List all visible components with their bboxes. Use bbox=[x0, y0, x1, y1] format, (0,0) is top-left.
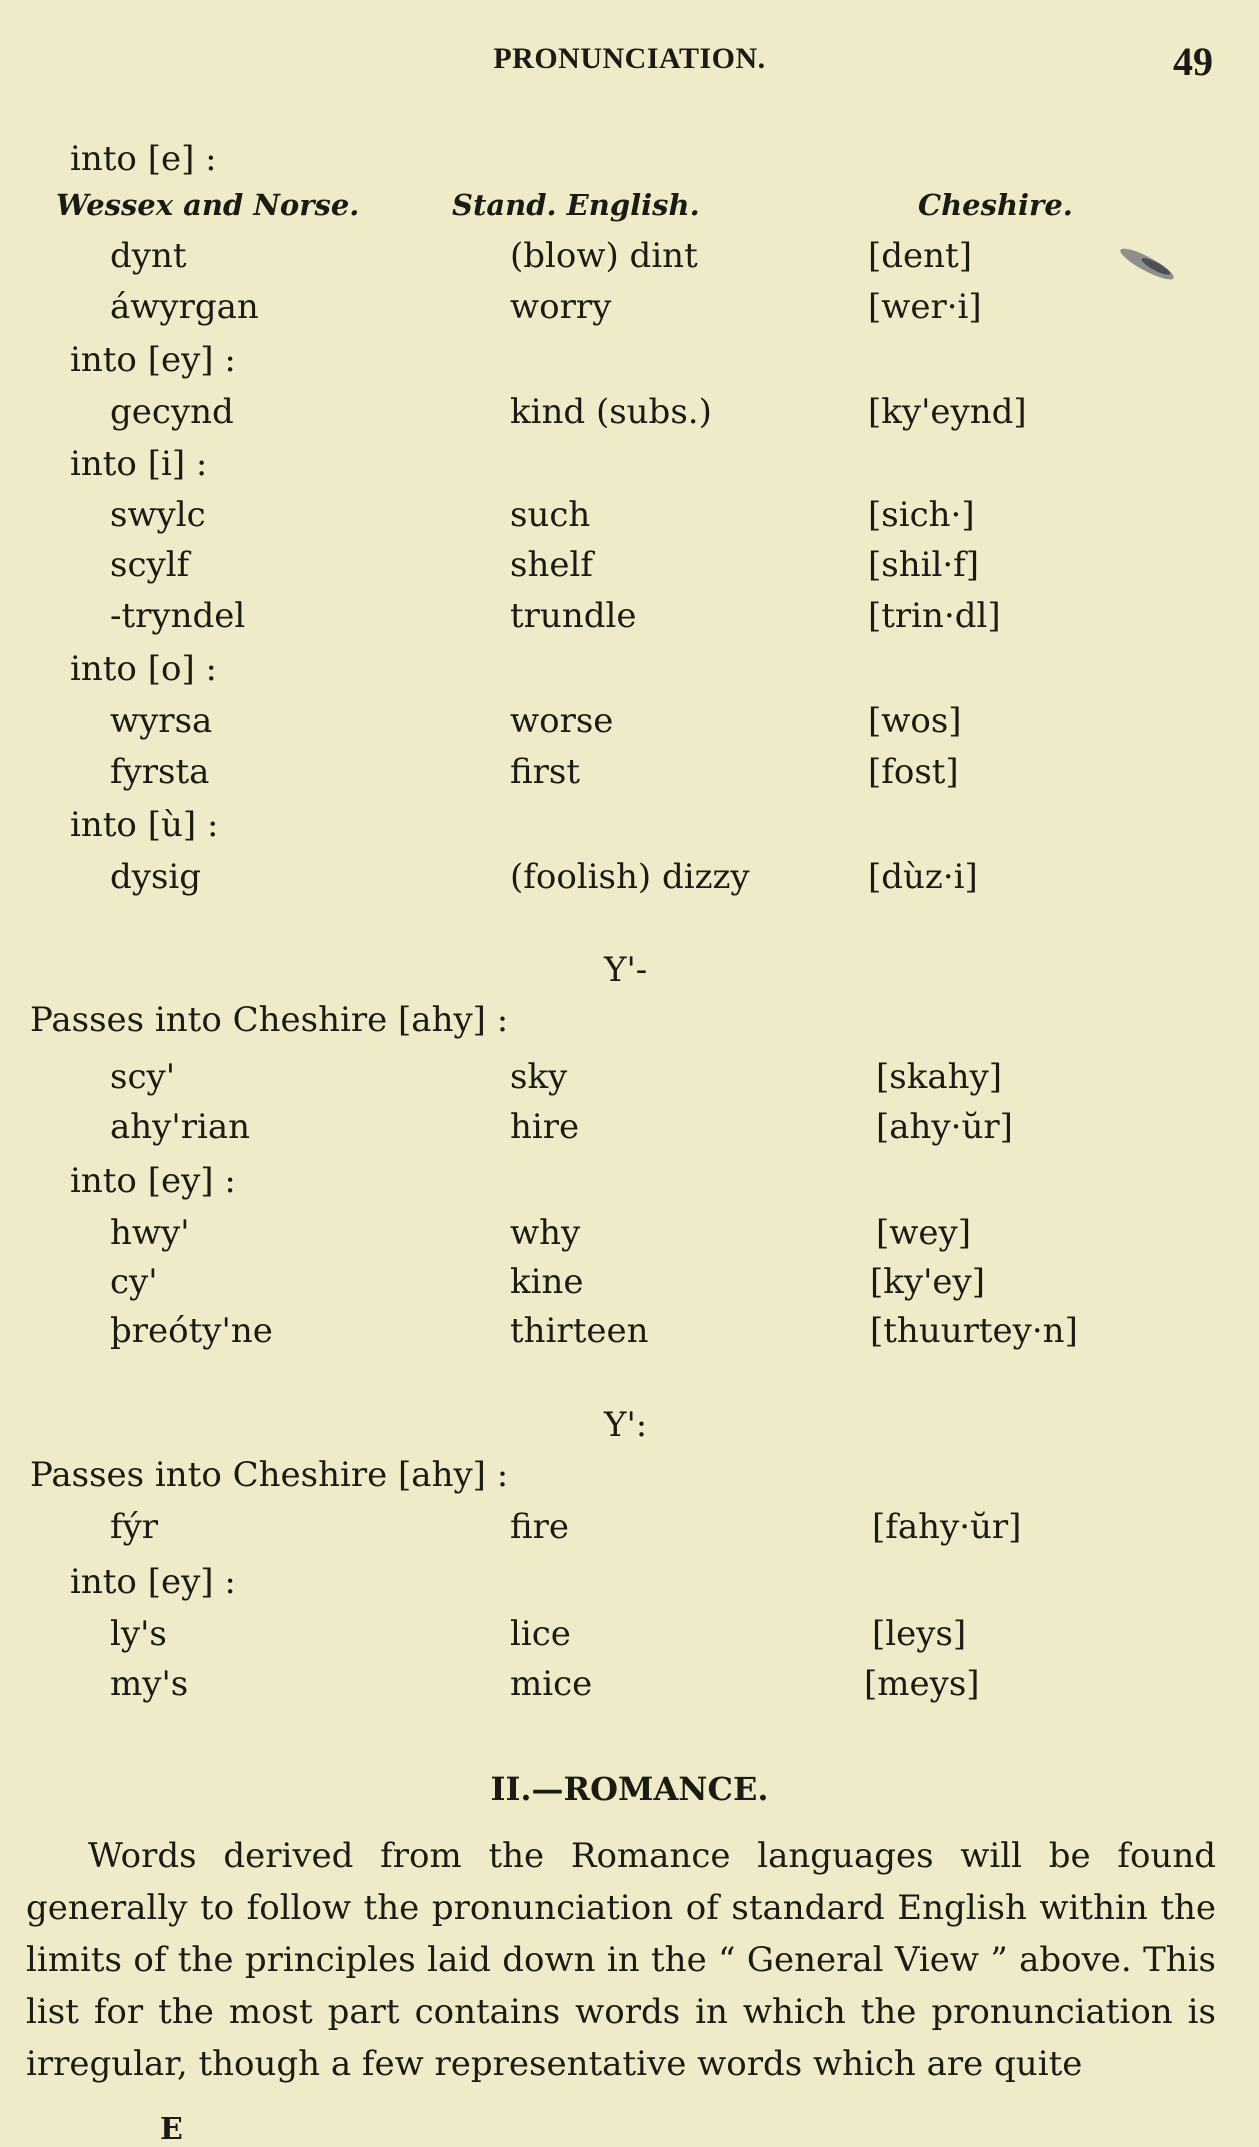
table-row-old-word: swylc bbox=[110, 495, 206, 535]
table-row-cheshire: [trin·dl] bbox=[868, 596, 1001, 636]
table-row-english: hire bbox=[510, 1107, 580, 1147]
table-row-old-word: wyrsa bbox=[110, 701, 213, 741]
table-row-old-word: hwy' bbox=[110, 1213, 190, 1253]
table-row-old-word: -tryndel bbox=[110, 596, 246, 636]
table-row-cheshire: [wer·i] bbox=[868, 287, 982, 327]
table-row-old-word: fýr bbox=[110, 1507, 159, 1547]
table-row-old-word: fyrsta bbox=[110, 752, 210, 792]
passes-into-ahy: Passes into Cheshire [ahy] : bbox=[30, 1455, 509, 1495]
section-heading-y-long-dash: Y'- bbox=[604, 950, 648, 990]
table-row-english: shelf bbox=[510, 545, 593, 585]
table-row-english: lice bbox=[510, 1614, 571, 1654]
intro-into-o: into [o] : bbox=[70, 649, 217, 689]
table-row-old-word: ahy'rian bbox=[110, 1107, 251, 1147]
table-row-english: worry bbox=[510, 287, 612, 327]
intro-into-ey: into [ey] : bbox=[70, 1161, 236, 1201]
table-row-old-word: scy' bbox=[110, 1057, 176, 1097]
table-row-english: such bbox=[510, 495, 591, 535]
table-row-english: kind (subs.) bbox=[510, 392, 712, 432]
romance-paragraph bbox=[26, 1830, 1216, 2090]
table-row-cheshire: [meys] bbox=[864, 1664, 980, 1704]
running-title: PRONUNCIATION. bbox=[493, 42, 766, 75]
table-row-cheshire: [skahy] bbox=[876, 1057, 1002, 1097]
table-row-english: (blow) dint bbox=[510, 236, 698, 276]
table-row-cheshire: [wos] bbox=[868, 701, 962, 741]
table-row-english: why bbox=[510, 1213, 581, 1253]
table-row-cheshire: [sich·] bbox=[868, 495, 975, 535]
table-row-cheshire: [dùz·i] bbox=[868, 857, 978, 897]
table-row-english: worse bbox=[510, 701, 614, 741]
table-row-english: kine bbox=[510, 1262, 584, 1302]
table-row-cheshire: [leys] bbox=[872, 1614, 967, 1654]
intro-into-ey: into [ey] : bbox=[70, 1562, 236, 1602]
col-header-cheshire: Cheshire. bbox=[918, 188, 1073, 222]
ink-blot-mark bbox=[1109, 233, 1186, 294]
passes-into-ahy: Passes into Cheshire [ahy] : bbox=[30, 1000, 509, 1040]
table-row-old-word: dysig bbox=[110, 857, 202, 897]
table-row-cheshire: [dent] bbox=[868, 236, 972, 276]
table-row-english: (foolish) dizzy bbox=[510, 857, 750, 897]
page-number: 49 bbox=[1173, 39, 1213, 84]
table-row-old-word: gecynd bbox=[110, 392, 234, 432]
intro-into-u: into [ù] : bbox=[70, 805, 219, 845]
table-row-old-word: my's bbox=[110, 1664, 189, 1704]
table-row-old-word: þreóty'ne bbox=[110, 1311, 273, 1351]
table-row-english: sky bbox=[510, 1057, 568, 1097]
table-row-cheshire: [thuurtey·n] bbox=[870, 1311, 1078, 1351]
table-row-old-word: ly's bbox=[110, 1614, 167, 1654]
table-row-cheshire: [ky'eynd] bbox=[868, 392, 1027, 432]
table-row-old-word: dynt bbox=[110, 236, 187, 276]
section-heading-romance: II.—ROMANCE. bbox=[490, 1770, 769, 1808]
intro-into-i: into [i] : bbox=[70, 444, 208, 484]
table-row-english: fire bbox=[510, 1507, 570, 1547]
table-row-cheshire: [shil·f] bbox=[868, 545, 980, 585]
col-header-wessex: Wessex and Norse. bbox=[56, 188, 360, 222]
intro-into-ey: into [ey] : bbox=[70, 340, 236, 380]
table-row-english: thirteen bbox=[510, 1311, 649, 1351]
table-row-cheshire: [ky'ey] bbox=[870, 1262, 986, 1302]
table-row-old-word: scylf bbox=[110, 545, 190, 585]
table-row-english: trundle bbox=[510, 596, 637, 636]
table-row-english: first bbox=[510, 752, 581, 792]
col-header-stand-english: Stand. English. bbox=[452, 188, 700, 222]
table-row-english: mice bbox=[510, 1664, 593, 1704]
romance-paragraph-text: Words derived from the Romance languages will be found generally to follow the pronunciation of standard English within the limits of the principles laid down in the “ General View ” above. This list for the most part contains words in which the pronunciation is irregular, though a few representative words which are quite bbox=[26, 1836, 1216, 2084]
table-row-cheshire: [ahy·ŭr] bbox=[876, 1107, 1013, 1147]
section-heading-y-long-colon: Y': bbox=[604, 1405, 648, 1445]
table-row-cheshire: [fahy·ŭr] bbox=[872, 1507, 1022, 1547]
table-row-cheshire: [wey] bbox=[876, 1213, 971, 1253]
table-row-old-word: áwyrgan bbox=[110, 287, 259, 327]
signature-mark: E bbox=[160, 2112, 183, 2147]
table-row-old-word: cy' bbox=[110, 1262, 158, 1302]
table-row-cheshire: [fost] bbox=[868, 752, 959, 792]
intro-into-e: into [e] : bbox=[70, 139, 217, 179]
